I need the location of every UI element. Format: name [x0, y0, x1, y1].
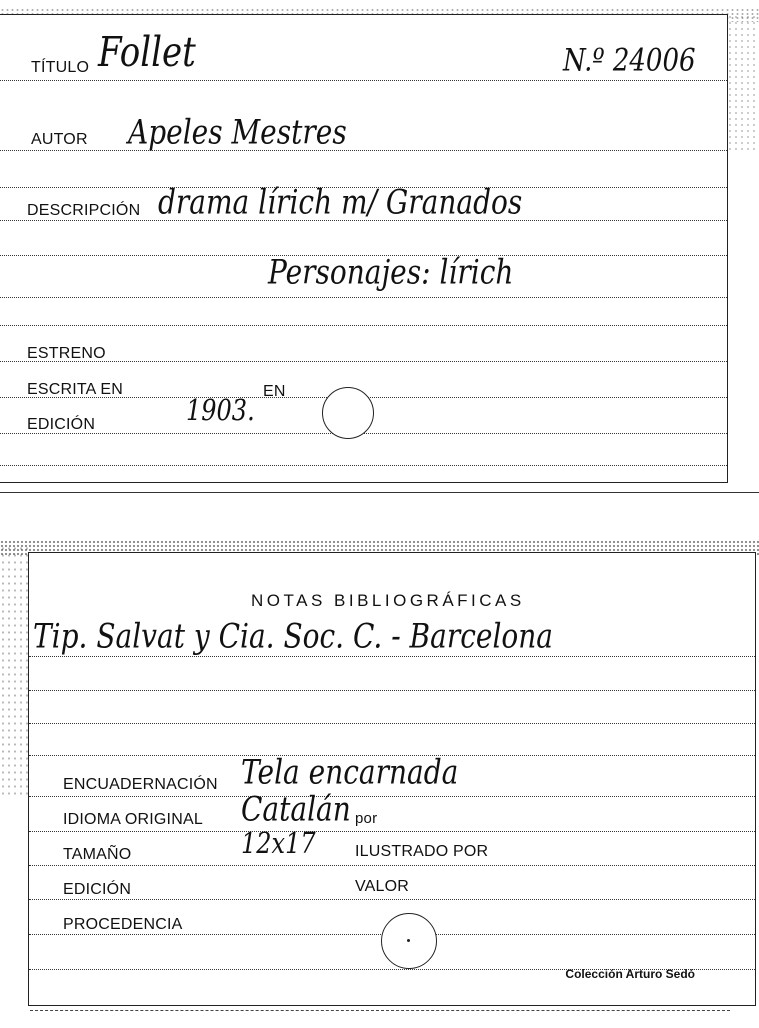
encuadernacion-value: Tela encarnada [241, 752, 459, 792]
punch-hole [381, 913, 437, 969]
hole-center-dot [407, 939, 410, 942]
ruled-line [0, 325, 727, 326]
ruled-line [29, 796, 755, 797]
descripcion-value-line2: Personajes: lírich [268, 252, 514, 292]
autor-value: Apeles Mestres [128, 112, 347, 152]
edicion-label: EDICIÓN [63, 881, 132, 898]
ruled-line [0, 80, 727, 81]
ruled-line [0, 150, 727, 151]
notas-heading: NOTAS BIBLIOGRÁFICAS [251, 591, 525, 610]
idioma-value: Catalán [241, 789, 351, 829]
ruled-line [0, 361, 727, 362]
estreno-label: ESTRENO [27, 345, 106, 362]
titulo-value: Follet [98, 29, 196, 77]
titulo-label: TÍTULO [31, 59, 90, 76]
ruled-line [29, 831, 755, 832]
procedencia-label: PROCEDENCIA [63, 916, 183, 933]
descripcion-label: DESCRIPCIÓN [27, 202, 141, 219]
ruled-line [0, 297, 727, 298]
ruled-line [29, 656, 755, 657]
catalog-number: N.º 24006 [563, 43, 696, 79]
ruled-line [29, 865, 755, 866]
collection-stamp: Colección Arturo Sedó [565, 967, 695, 981]
en-label: EN [263, 383, 286, 400]
encuadernacion-label: ENCUADERNACIÓN [63, 776, 218, 793]
ruled-line [29, 899, 755, 900]
edicion-label: EDICIÓN [27, 416, 96, 433]
escrita-en-label: ESCRITA EN [27, 381, 123, 398]
tamano-value: 12x17 [241, 826, 316, 860]
idioma-label: IDIOMA ORIGINAL [63, 811, 203, 828]
card-edge-texture [0, 545, 28, 795]
card-edge-texture [727, 14, 759, 154]
card-bottom-edge [30, 1010, 730, 1011]
punch-hole [322, 387, 374, 439]
descripcion-value: drama lírich m/ Granados [158, 182, 523, 222]
por-label: por [355, 810, 378, 827]
valor-label: VALOR [355, 878, 410, 895]
ruled-line [0, 465, 727, 466]
ilustrado-label: ILUSTRADO POR [355, 843, 489, 860]
edicion-value: 1903. [186, 393, 255, 427]
autor-label: AUTOR [31, 131, 88, 148]
ruled-line [29, 690, 755, 691]
ruled-line [29, 723, 755, 724]
card-separator [0, 492, 759, 493]
notas-value: Tip. Salvat y Cia. Soc. C. - Barcelona [33, 616, 553, 656]
catalog-card-front [0, 14, 728, 483]
catalog-card-back [28, 552, 756, 1006]
tamano-label: TAMAÑO [63, 846, 132, 863]
